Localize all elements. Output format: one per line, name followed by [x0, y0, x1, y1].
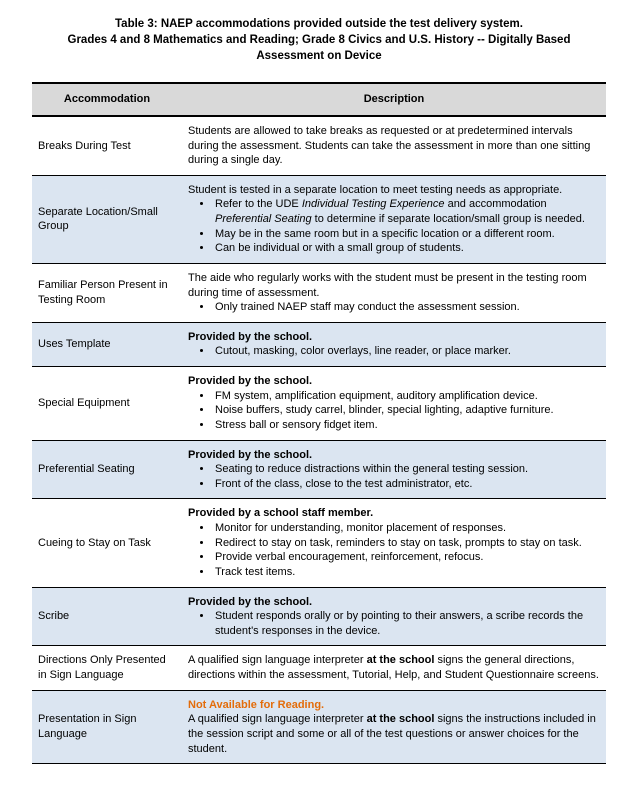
- text-run: Provided by the school.: [188, 330, 313, 343]
- text-run: Cutout, masking, color overlays, line reader, or place marker.: [215, 345, 511, 358]
- text-run: Provided by the school.: [188, 375, 313, 388]
- text-run: Provided by a school staff member.: [188, 507, 374, 520]
- description-bullet-list: [188, 389, 600, 433]
- text-run: Only trained NAEP staff may conduct the assessment session.: [215, 301, 520, 314]
- text-run: Preferential Seating: [215, 213, 312, 226]
- bullet-item: [213, 609, 600, 638]
- description-cell: [182, 587, 606, 646]
- text-run: signs the general directions, directions within the assessment, Tutorial, Help, and Student Questionnaire screens.: [188, 654, 599, 682]
- text-run: at the school: [366, 713, 435, 726]
- table-row: [32, 440, 606, 499]
- table-row: [32, 322, 606, 366]
- description-cell: [182, 322, 606, 366]
- text-run: FM system, amplification equipment, auditory amplification device.: [215, 389, 538, 402]
- description-paragraph: [188, 124, 600, 168]
- description-bullet-list: [188, 521, 600, 580]
- bullet-item: [213, 227, 600, 242]
- bullet-item: [213, 389, 600, 404]
- text-run: The aide who regularly works with the student must be present in the testing room during time of assessment.: [188, 271, 587, 299]
- bullet-item: [213, 550, 600, 565]
- description-cell: [182, 499, 606, 587]
- text-run: Stress ball or sensory fidget item.: [215, 418, 378, 431]
- text-run: Provide verbal encouragement, reinforcement, refocus.: [215, 551, 484, 564]
- table-row: [32, 690, 606, 764]
- description-bullet-list: [188, 609, 600, 638]
- description-cell: [182, 263, 606, 322]
- bullet-item: [213, 521, 600, 536]
- bullet-item: [213, 403, 600, 418]
- bullet-item: [213, 477, 600, 492]
- bullet-item: [213, 418, 600, 433]
- text-run: Individual Testing Experience: [301, 198, 445, 211]
- table-row: [32, 175, 606, 263]
- description-paragraph: [188, 653, 600, 682]
- description-cell: [182, 367, 606, 441]
- text-run: Can be individual or with a small group of students.: [215, 242, 464, 255]
- text-run: Students are allowed to take breaks as requested or at predetermined intervals during the assessment. Students can take the assessment in more than one sitting during a single day.: [188, 124, 591, 167]
- text-run: Front of the class, close to the test administrator, etc.: [215, 477, 473, 490]
- description-cell: [182, 440, 606, 499]
- accommodation-cell: Cueing to Stay on Task: [32, 499, 182, 587]
- accommodation-cell: Directions Only Presented in Sign Language: [32, 646, 182, 690]
- description-paragraph: [188, 595, 600, 610]
- accommodation-cell: Scribe: [32, 587, 182, 646]
- description-paragraph: [188, 698, 600, 713]
- description-paragraph: [188, 330, 600, 345]
- table-body: [32, 116, 606, 764]
- description-cell: [182, 175, 606, 263]
- description-paragraph: [188, 712, 600, 756]
- text-run: Provided by the school.: [188, 595, 313, 608]
- table-row: [32, 116, 606, 175]
- text-run: A qualified sign language interpreter: [188, 654, 367, 667]
- bullet-item: [213, 241, 600, 256]
- accommodation-cell: Preferential Seating: [32, 440, 182, 499]
- description-bullet-list: [188, 197, 600, 256]
- table-title: [32, 16, 606, 64]
- accommodation-column-header: Accommodation: [32, 83, 182, 116]
- text-run: Track test items.: [215, 565, 296, 578]
- text-run: signs the instructions included in the session script and some or all of the test questions or answer choices for the student.: [188, 713, 596, 755]
- table-row: [32, 587, 606, 646]
- accommodation-cell: Separate Location/Small Group: [32, 175, 182, 263]
- description-column-header: Description: [182, 83, 606, 116]
- accommodation-cell: Special Equipment: [32, 367, 182, 441]
- text-run: Monitor for understanding, monitor placement of responses.: [215, 522, 507, 535]
- accommodation-cell: Breaks During Test: [32, 116, 182, 175]
- description-bullet-list: [188, 300, 600, 315]
- description-cell: [182, 646, 606, 690]
- text-run: to determine if separate location/small group is needed.: [311, 213, 585, 226]
- text-run: Provided by the school.: [188, 448, 313, 461]
- description-bullet-list: [188, 462, 600, 491]
- description-paragraph: [188, 183, 600, 198]
- bullet-item: [213, 536, 600, 551]
- table-row: [32, 499, 606, 587]
- text-run: at the school: [366, 654, 435, 667]
- description-cell: [182, 116, 606, 175]
- text-run: Redirect to stay on task, reminders to stay on task, prompts to stay on task.: [215, 536, 582, 549]
- title-line-1: Table 3: NAEP accommodations provided outside the test delivery system.: [115, 18, 523, 30]
- accommodation-cell: Familiar Person Present in Testing Room: [32, 263, 182, 322]
- text-run: A qualified sign language interpreter: [188, 713, 367, 726]
- description-bullet-list: [188, 344, 600, 359]
- bullet-item: [213, 344, 600, 359]
- title-line-2: Grades 4 and 8 Mathematics and Reading; Grade 8 Civics and U.S. History -- Digitally Based: [67, 34, 571, 47]
- description-paragraph: [188, 271, 600, 300]
- table-row: [32, 367, 606, 441]
- description-cell: [182, 690, 606, 764]
- bullet-item: [213, 197, 600, 226]
- table-row: [32, 646, 606, 690]
- description-paragraph: [188, 506, 600, 521]
- title-line-3: Assessment on Device: [256, 50, 382, 63]
- table-header-row: [32, 83, 606, 116]
- bullet-item: [213, 565, 600, 580]
- text-run: May be in the same room but in a specific location or a different room.: [215, 227, 555, 240]
- text-run: and accommodation: [444, 198, 547, 211]
- text-run: Refer to the UDE: [215, 198, 302, 211]
- text-run: Student responds orally or by pointing to their answers, a scribe records the student's responses in the device.: [215, 610, 584, 637]
- description-paragraph: [188, 374, 600, 389]
- accommodation-cell: Uses Template: [32, 322, 182, 366]
- accommodations-table: [32, 82, 606, 764]
- bullet-item: [213, 462, 600, 477]
- bullet-item: [213, 300, 600, 315]
- accommodation-cell: Presentation in Sign Language: [32, 690, 182, 764]
- description-paragraph: [188, 448, 600, 463]
- table-row: [32, 263, 606, 322]
- text-run: Seating to reduce distractions within the general testing session.: [215, 463, 529, 476]
- text-run: Noise buffers, study carrel, blinder, special lighting, adaptive furniture.: [215, 404, 554, 417]
- text-run: Student is tested in a separate location to meet testing needs as appropriate.: [188, 183, 563, 196]
- text-run: Not Available for Reading.: [188, 698, 325, 711]
